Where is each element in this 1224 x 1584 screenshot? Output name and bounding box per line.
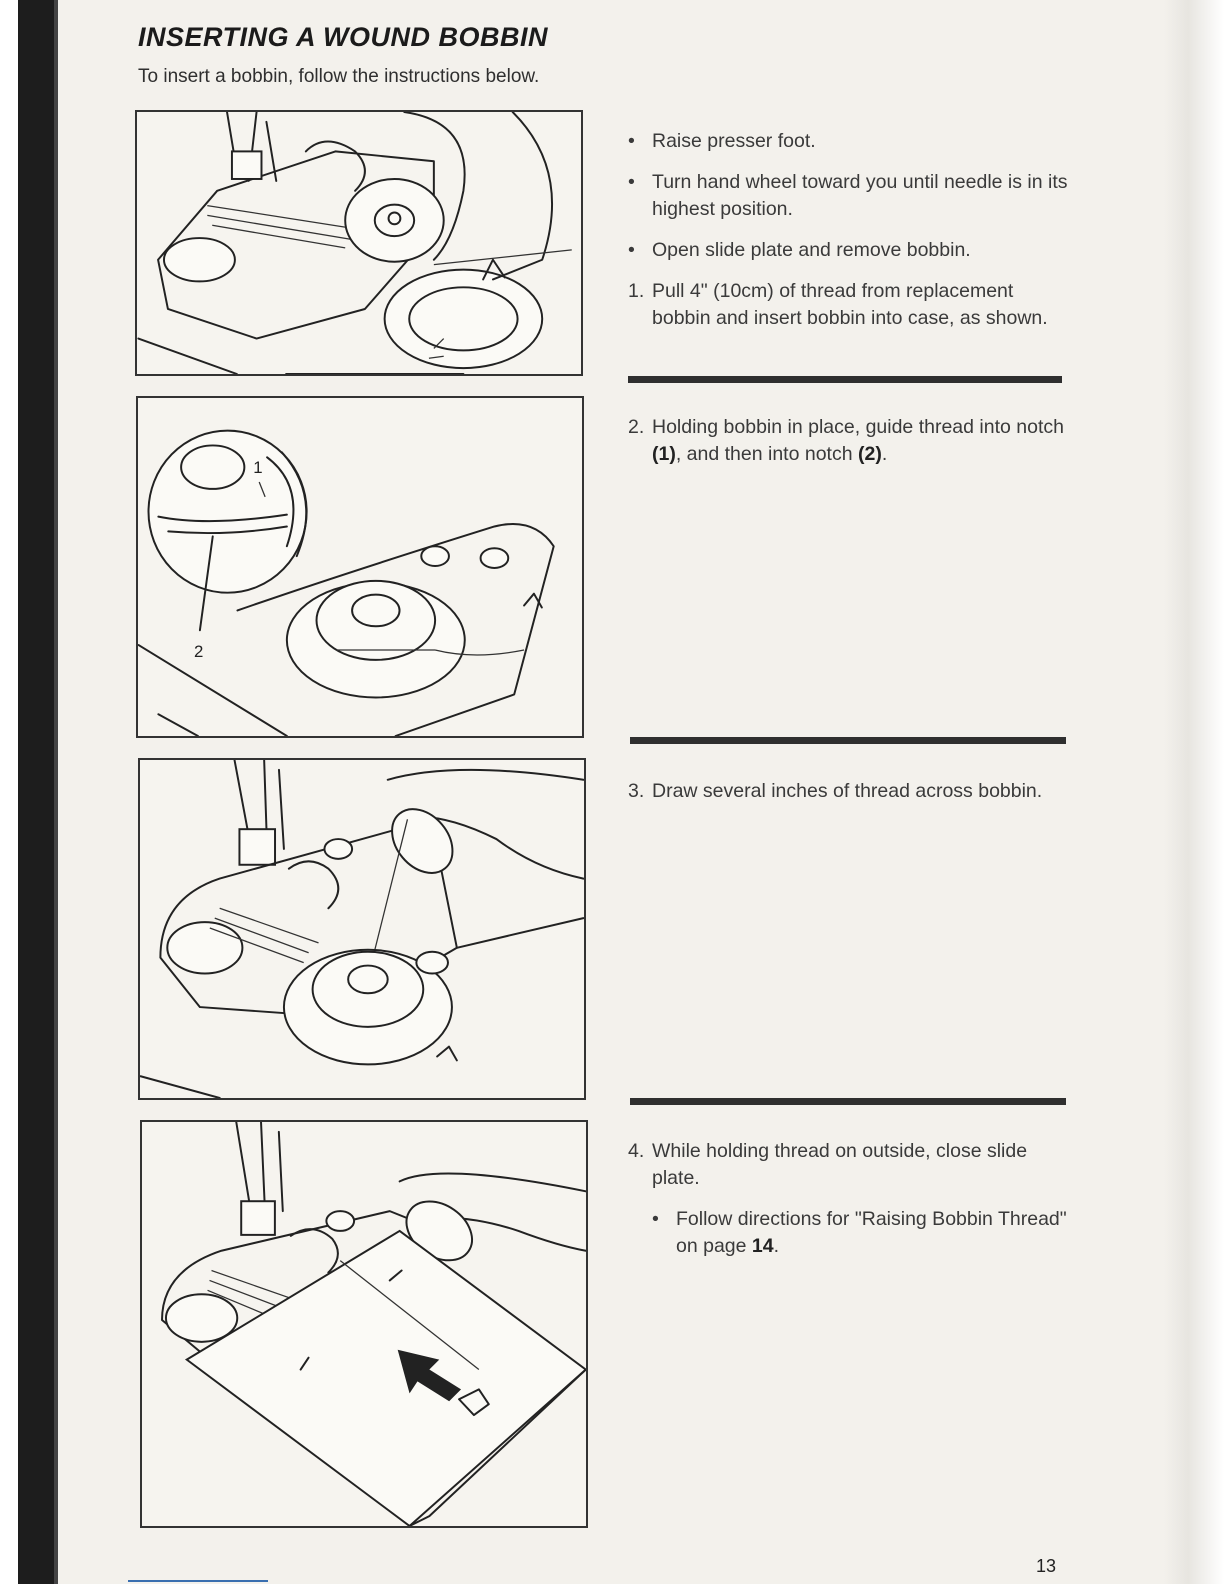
- figure-1-insert-bobbin: [135, 110, 583, 376]
- step-4-instructions: [628, 1138, 1070, 1274]
- step-text-part: .: [881, 443, 888, 465]
- step-text-part: , and then into notch: [675, 443, 858, 465]
- step-number: 2.: [628, 416, 645, 438]
- bullet-text: [676, 1208, 1067, 1257]
- step-text: [652, 416, 1064, 465]
- page-reference: 14: [751, 1235, 774, 1257]
- callout-1: 1: [253, 458, 263, 478]
- section-divider: [630, 737, 1066, 744]
- figure-4-close-slide-plate: [140, 1120, 588, 1528]
- page-number: 13: [1036, 1556, 1057, 1576]
- bullet-item: [628, 169, 1070, 223]
- bullet-item: [628, 237, 1070, 264]
- numbered-step-1: [628, 278, 1070, 332]
- bullet-marker: •: [628, 239, 635, 261]
- intro-text: To insert a bobbin, follow the instructions below.: [138, 66, 540, 87]
- section-divider: [628, 376, 1062, 383]
- section-divider: [630, 1098, 1066, 1105]
- bullet-marker: •: [652, 1208, 659, 1230]
- step-1-instructions: [628, 128, 1070, 346]
- figure-4-illustration: [142, 1122, 586, 1526]
- figure-2-guide-thread: [136, 396, 584, 738]
- figure-3-draw-thread: [138, 758, 586, 1100]
- step-text: While holding thread on outside, close slide plate.: [652, 1140, 1028, 1189]
- page-title: INSERTING A WOUND BOBBIN: [138, 22, 548, 52]
- step-text-part: Holding bobbin in place, guide thread into notch: [652, 416, 1064, 438]
- bullet-marker: •: [628, 171, 635, 193]
- footer-line: [128, 1580, 268, 1582]
- figure-3-illustration: [140, 760, 584, 1098]
- page-edge-shadow: [1164, 0, 1224, 1584]
- figure-2-illustration: [138, 398, 582, 736]
- bullet-text-part: .: [773, 1235, 780, 1257]
- step-3-instructions: [628, 778, 1070, 819]
- step-number: 4.: [628, 1140, 645, 1162]
- binding-edge: [0, 0, 58, 1584]
- numbered-step-4: [628, 1138, 1070, 1192]
- step-number: 3.: [628, 780, 645, 802]
- bullet-text-part: Follow directions for "Raising Bobbin Thread" on page: [676, 1208, 1067, 1257]
- bullet-text: Raise presser foot.: [652, 130, 816, 152]
- numbered-step-2: [628, 414, 1070, 468]
- step-2-instructions: [628, 414, 1070, 482]
- bullet-item: [628, 128, 1070, 155]
- notch-1-reference: (1): [652, 443, 676, 465]
- figure-1-illustration: [137, 112, 581, 374]
- bullet-item: [652, 1206, 1070, 1260]
- step-text: Pull 4" (10cm) of thread from replacement bobbin and insert bobbin into case, as shown.: [652, 280, 1048, 329]
- step-number: 1.: [628, 280, 645, 302]
- bullet-text: Turn hand wheel toward you until needle is in its highest position.: [652, 171, 1068, 220]
- numbered-step-3: [628, 778, 1070, 805]
- bullet-marker: •: [628, 130, 635, 152]
- bullet-text: Open slide plate and remove bobbin.: [652, 239, 971, 261]
- notch-2-reference: (2): [857, 443, 882, 465]
- step-text: Draw several inches of thread across bobbin.: [652, 780, 1043, 802]
- callout-2: 2: [193, 641, 204, 661]
